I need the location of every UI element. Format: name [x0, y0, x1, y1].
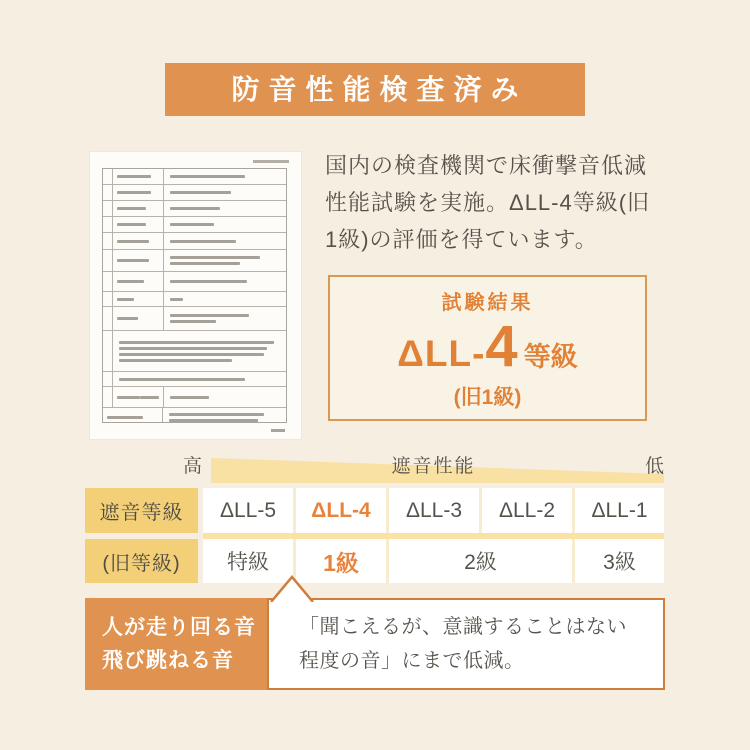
grade-cell-dll5: ΔLL-5	[203, 488, 293, 533]
impact-sound-line: 人が走り回る音	[102, 616, 256, 639]
scale-title: 遮音性能	[391, 456, 476, 477]
old-grade-cell-2kyu: 2級	[389, 539, 572, 583]
grade-prefix: ΔLL-	[397, 332, 486, 374]
intro-line: 1級)の評価を得ています。	[325, 227, 598, 252]
scale-high-label: 高	[183, 456, 203, 477]
result-title: 試験結果	[441, 291, 534, 314]
old-grade-note: (旧1級)	[453, 385, 522, 409]
caret-pointer	[270, 574, 314, 602]
reduction-description-line: 「聞こえるが、意識することはない	[299, 616, 627, 638]
document-reference-mark	[253, 160, 289, 163]
impact-sound-line: 飛び跳ねる音	[102, 649, 234, 672]
scale-low-label: 低	[644, 456, 664, 477]
old-grade-cell-tokkyu: 特級	[203, 539, 293, 583]
reduction-description-box	[267, 598, 665, 690]
intro-line: 国内の検査機関で床衝撃音低減	[325, 153, 648, 178]
old-grade-cell-3kyu: 3級	[575, 539, 664, 583]
test-report-document	[90, 152, 301, 439]
grade-cell-dll1: ΔLL-1	[575, 488, 664, 533]
intro-line: 性能試験を実施。ΔLL-4等級(旧	[325, 190, 651, 215]
grade-cell-dll3: ΔLL-3	[389, 488, 479, 533]
grade-cell-dll2: ΔLL-2	[482, 488, 572, 533]
grade-suffix: 等級	[523, 341, 578, 372]
old-grade-cell-1kyu-highlight: 1級	[296, 539, 386, 583]
grade-cell-dll4-highlight: ΔLL-4	[296, 488, 386, 533]
result-grade	[397, 313, 578, 379]
intro-text	[325, 147, 650, 258]
test-result-box	[328, 275, 647, 421]
grade-row-header: 遮音等級	[85, 488, 198, 533]
impact-sound-box	[85, 598, 267, 690]
page-title: 防音性能検査済み	[165, 63, 585, 116]
reduction-description-line: 程度の音」にまで低減。	[299, 650, 525, 672]
grade-number: 4	[485, 313, 518, 379]
old-grade-row-header: (旧等級)	[85, 539, 198, 583]
document-form-grid	[102, 168, 287, 423]
document-end-mark	[271, 429, 285, 432]
